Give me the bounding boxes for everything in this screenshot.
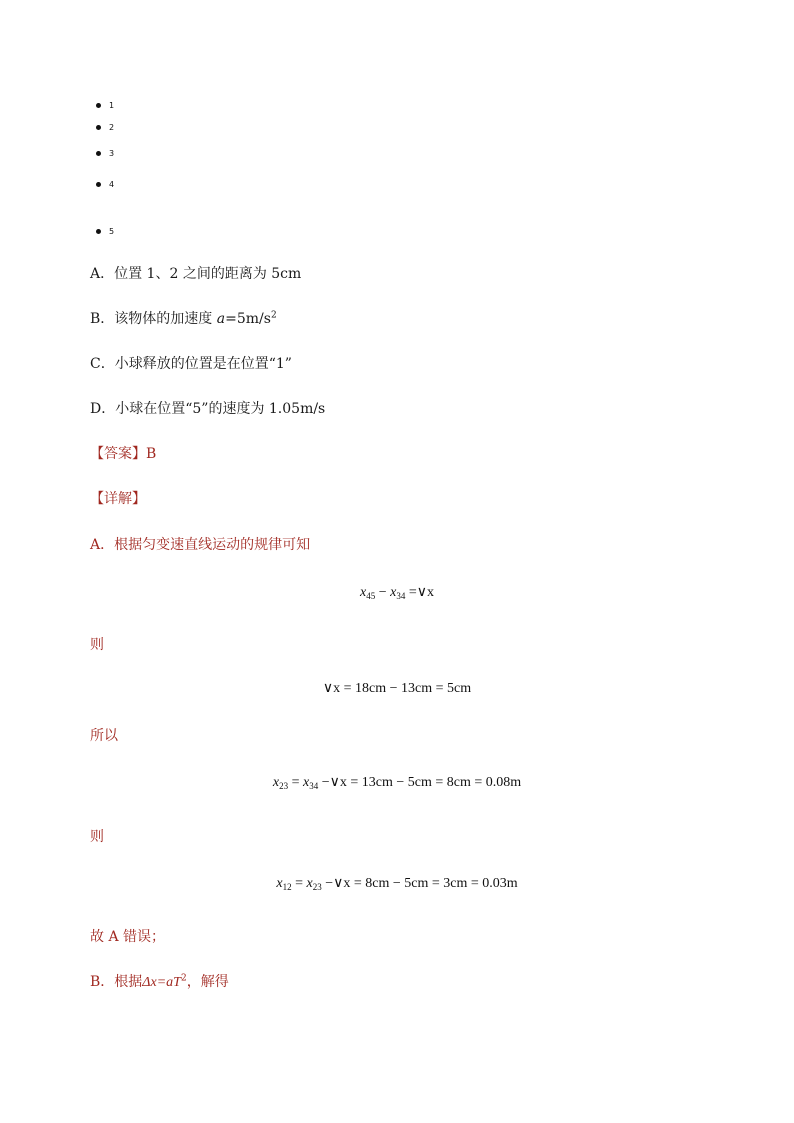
part-b-text [90, 971, 229, 991]
option-c: C．小球释放的位置是在位置“1” [90, 356, 292, 372]
part-b-formula: Δx=aT [142, 975, 181, 990]
eq1-rhs: =∨x [405, 585, 434, 600]
part-a-text: A．根据匀变速直线运动的规律可知 [90, 537, 311, 553]
conclusion-a: 故 A 错误； [90, 929, 166, 945]
list-item [96, 149, 114, 158]
eq3-rhs: −∨x = 13cm − 5cm = 8cm = 0.08m [318, 775, 522, 790]
eq1-x: x [360, 585, 367, 600]
eq4-rhs: −∨x = 8cm − 5cm = 3cm = 0.03m [321, 876, 518, 891]
list-item-label: 3 [109, 149, 115, 158]
part-b-suffix: ，解得 [186, 974, 229, 990]
option-b-suffix: =5m/s [225, 311, 271, 327]
option-b-var: a [216, 311, 226, 327]
eq3-sub1: 23 [279, 781, 289, 791]
list-item [96, 227, 114, 236]
list-item-label: 1 [109, 101, 115, 110]
part-b-sup: 2 [180, 973, 187, 984]
eq1-sub1: 45 [366, 591, 376, 601]
option-b-sup: 2 [270, 310, 277, 321]
eq3-x2: x [302, 775, 310, 790]
equation-1 [0, 584, 794, 601]
list-item-label: 4 [109, 180, 115, 189]
list-item [96, 123, 114, 132]
eq1-sub2: 34 [396, 591, 406, 601]
part-b-prefix: B．根据 [90, 974, 143, 990]
eq1-x2: x [390, 585, 397, 600]
detail-heading: 【详解】 [90, 491, 146, 507]
eq3-sub2: 34 [309, 781, 319, 791]
list-item-label: 5 [109, 227, 115, 236]
option-a: A．位置 1、2 之间的距离为 5cm [90, 266, 302, 282]
list-item [96, 101, 114, 110]
bullet-icon [96, 151, 101, 156]
then-text-2: 则 [90, 829, 104, 845]
bullet-icon [96, 182, 101, 187]
bullet-icon [96, 103, 101, 108]
list-item [96, 180, 114, 189]
list-item-label: 2 [109, 123, 115, 132]
option-b [90, 308, 277, 328]
answer-label: 【答案】B [90, 446, 157, 462]
eq3-x: x [272, 775, 280, 790]
eq3-mid: = [288, 775, 303, 790]
bullet-icon [96, 125, 101, 130]
bullet-icon [96, 229, 101, 234]
equation-3 [0, 774, 794, 791]
equation-2: ∨x = 18cm − 13cm = 5cm [322, 681, 472, 696]
option-b-prefix: B．该物体的加速度 [90, 311, 217, 327]
option-d: D．小球在位置“5”的速度为 1.05m/s [90, 401, 326, 417]
then-text-1: 则 [90, 637, 104, 653]
equation-4 [0, 875, 794, 892]
eq4-x: x [276, 876, 283, 891]
eq4-mid: = [291, 876, 307, 891]
eq4-sub1: 12 [282, 882, 292, 892]
eq1-minus: − [375, 585, 391, 600]
eq4-sub2: 23 [312, 882, 322, 892]
therefore-text: 所以 [90, 728, 118, 744]
eq4-x2: x [306, 876, 313, 891]
